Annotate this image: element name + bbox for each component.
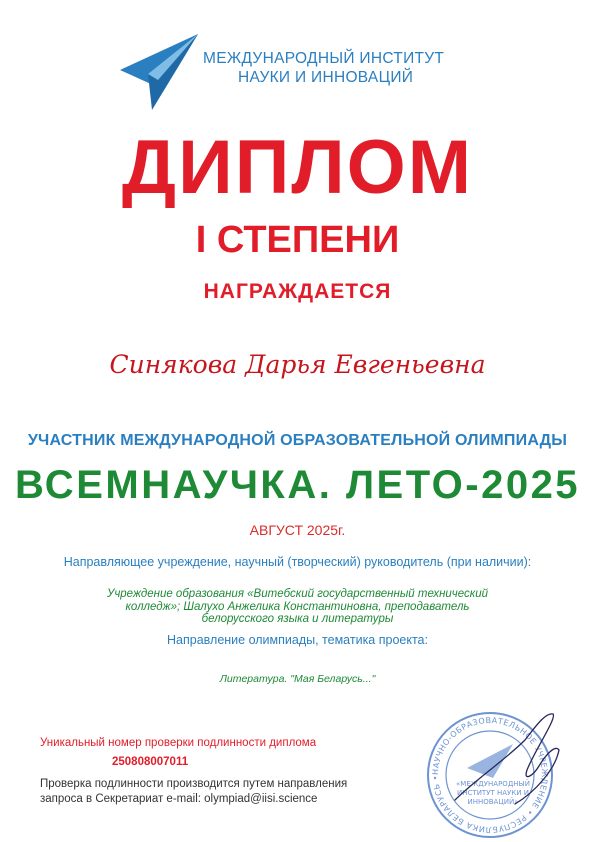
institution-text (40, 588, 555, 626)
topic-label: Направление олимпиады, тематика проекта: (167, 633, 428, 647)
institution-line3: белорусского языка и литературы (201, 613, 394, 625)
awarded-label: НАГРАЖДАЕТСЯ (203, 280, 392, 303)
institute-name (203, 49, 493, 87)
verification-label: Уникальный номер проверки подлинности диплома (40, 737, 317, 749)
supervisor-label: Направляющее учреждение, научный (творческий) руководитель (при наличии): (63, 555, 532, 569)
stamp-center-line1: «МЕЖДУНАРОДНЫЙ (456, 780, 530, 788)
recipient-name: Синякова Дарья Евгеньевна (109, 350, 486, 379)
institute-name-line1: МЕЖДУНАРОДНЫЙ ИНСТИТУТ (203, 50, 445, 67)
stamp-logo-icon (467, 744, 513, 778)
participant-line: УЧАСТНИК МЕЖДУНАРОДНОЙ ОБРАЗОВАТЕЛЬНОЙ ОЛИМПИАДЫ (27, 432, 568, 449)
stamp-center-line2: ИНСТИТУТ НАУКИ И (457, 789, 529, 797)
official-stamp (415, 700, 565, 840)
institution-line1: Учреждение образования «Витебский государственный технический (106, 588, 489, 600)
verification-number: 250808007011 (112, 756, 189, 768)
diploma-degree: I СТЕПЕНИ (195, 219, 400, 261)
verification-note-line2: запроса в Секретариат e-mail: olympiad@iisi.science (40, 793, 318, 805)
verification-note-line1: Проверка подлинности производится путем направления (40, 778, 348, 790)
stamp-ring-text: НАУЧНО-ОБРАЗОВАТЕЛЬНОЕ УЧРЕЖДЕНИЕ • РЕСПУБЛИКА БЕЛАРУСЬ • (430, 715, 550, 835)
diploma-title: ДИПЛОМ (121, 125, 474, 210)
award-month: АВГУСТ 2025г. (249, 522, 346, 538)
topic-text: Литература. "Мая Беларусь..." (219, 673, 376, 685)
olympiad-title: ВСЕМНАУЧКА. ЛЕТО-2025 (14, 463, 581, 507)
institution-line2: колледж»; Шалухо Анжелика Константиновна, преподаватель (125, 600, 470, 613)
stamp-center-line3: ИННОВАЦИЙ» (467, 798, 519, 806)
verification-note (40, 777, 400, 807)
institute-logo-icon (118, 30, 200, 112)
institute-name-line2: НАУКИ И ИННОВАЦИЙ (238, 69, 414, 86)
